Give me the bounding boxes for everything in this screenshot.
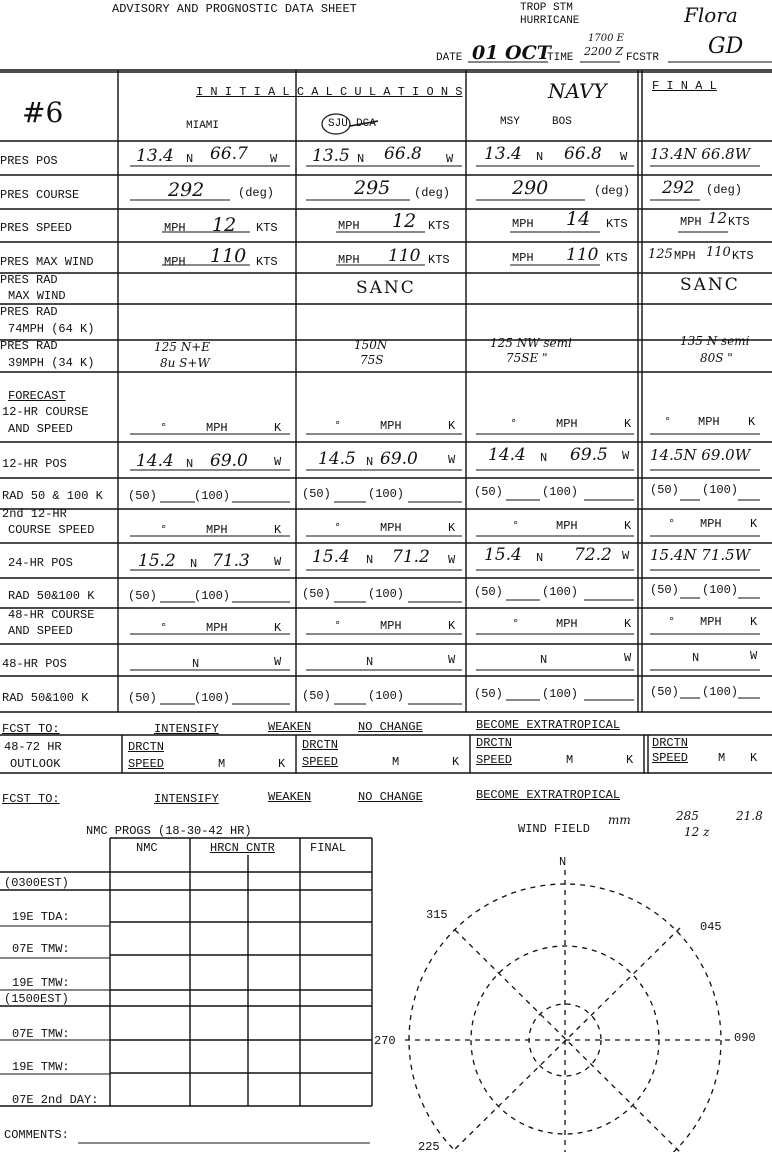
wind-field-note-218: 21.8 [736, 809, 763, 823]
pos-msy-lat[interactable]: 13.4 [484, 144, 522, 164]
w-unit: W [446, 152, 454, 166]
row-label-and-speed: AND SPEED [8, 422, 73, 436]
w-unit: W [274, 655, 282, 669]
mph-unit: MPH [680, 215, 702, 229]
course-msy[interactable]: 290 [512, 177, 549, 199]
k-unit: K [452, 755, 460, 769]
pos-miami-lat[interactable]: 13.4 [136, 146, 174, 166]
speed-label: SPEED [476, 753, 513, 767]
time-label: TIME [547, 52, 574, 64]
mph-unit: MPH [700, 615, 722, 629]
p24-sju-lon[interactable]: 71.2 [392, 547, 430, 567]
w-unit: W [448, 553, 456, 567]
deg-symbol: ° [664, 415, 672, 429]
deg-symbol: ° [334, 419, 342, 433]
mph-unit: MPH [206, 523, 228, 537]
intensify-option[interactable]: INTENSIFY [154, 722, 219, 736]
k-unit: K [748, 415, 756, 429]
col-dca: DCA [356, 118, 376, 130]
rad39-final-1[interactable]: 135 N semi [680, 334, 750, 348]
mph-unit: MPH [556, 417, 578, 431]
date-value[interactable]: 01 OCT [472, 42, 551, 64]
mph-unit: MPH [556, 617, 578, 631]
wind-msy[interactable]: 110 [566, 245, 599, 265]
row-label-rad-50-100-b: RAD 50&100 K [8, 589, 95, 603]
row-label-pres-rad-74: PRES RAD [0, 305, 58, 319]
compass-090-label: 090 [734, 1031, 756, 1045]
row-label-pres-course: PRES COURSE [0, 188, 80, 202]
row-label-forecast: FORECAST [8, 389, 66, 403]
w-unit: W [750, 649, 758, 663]
rad39-sju-1[interactable]: 150N [354, 338, 388, 352]
k-unit: K [448, 619, 456, 633]
wind-miami[interactable]: 110 [210, 245, 247, 267]
r50: (50) [474, 485, 503, 499]
rad39-msy-1[interactable]: 125 NW semi [490, 336, 572, 350]
p12-final[interactable]: 14.5N 69.0W [650, 446, 751, 464]
n-unit: N [366, 553, 374, 567]
mph-unit: MPH [512, 251, 534, 265]
trop-stm-label: TROP STM [520, 2, 573, 14]
speed-miami[interactable]: 12 [212, 214, 237, 236]
row-label-pres-speed: PRES SPEED [0, 221, 73, 235]
fcst-to-label: FCST TO: [2, 722, 60, 736]
time-value-bottom[interactable]: 2200 Z [584, 45, 624, 58]
w-unit: W [624, 651, 632, 665]
p24-miami-lon[interactable]: 71.3 [212, 551, 250, 571]
w-unit: W [274, 555, 282, 569]
pos-final[interactable]: 13.4N 66.8W [650, 145, 751, 163]
n-unit: N [540, 451, 548, 465]
weaken-option-2[interactable]: WEAKEN [268, 790, 312, 804]
row-19e-tmw: 19E TMW: [12, 976, 70, 990]
p24-sju-lat[interactable]: 15.4 [312, 547, 350, 567]
kts-unit: KTS [606, 251, 628, 265]
row-label-pres-max-wind: PRES MAX WIND [0, 255, 94, 269]
w-unit: W [620, 150, 628, 164]
n-unit: N [366, 655, 374, 669]
nmc-progs-title: NMC PROGS (18-30-42 HR) [86, 824, 252, 838]
pos-sju-lon[interactable]: 66.8 [384, 144, 422, 164]
nmc-col-hrcn-cntr: HRCN CNTR [210, 841, 275, 855]
deg-unit: (deg) [238, 186, 275, 200]
deg-symbol: ° [512, 617, 520, 631]
sheet-number: #6 [22, 96, 64, 129]
mph-unit: MPH [206, 621, 228, 635]
mph-unit: MPH [206, 421, 228, 435]
row-label-48hr-course: 48-HR COURSE [8, 608, 95, 622]
row-07e-tmw: 07E TMW: [12, 942, 70, 956]
time-value-top[interactable]: 1700 E [588, 33, 624, 44]
r100: (100) [194, 691, 231, 705]
drctn-label: DRCTN [476, 736, 513, 750]
speed-label: SPEED [128, 757, 165, 771]
nmc-col-nmc: NMC [136, 841, 158, 855]
drctn-label: DRCTN [128, 740, 165, 754]
outlook-label-2: OUTLOOK [10, 757, 61, 771]
n-unit: N [186, 457, 194, 471]
k-unit: K [274, 621, 282, 635]
w-unit: W [448, 653, 456, 667]
initial-calculations-heading: I N I T I A L C A L C U L A T I O N S [196, 85, 463, 99]
rad39-miami-1[interactable]: 125 N+E [154, 340, 211, 354]
r100: (100) [368, 487, 405, 501]
wind-sju[interactable]: 110 [388, 246, 421, 266]
r100: (100) [702, 685, 739, 699]
p12-msy-lat[interactable]: 14.4 [488, 445, 526, 465]
k-unit: K [274, 421, 282, 435]
n-unit: N [540, 653, 548, 667]
fcstr-value[interactable]: GD [708, 34, 744, 59]
mph-unit: MPH [700, 517, 722, 531]
wind-field-chart [405, 870, 730, 1152]
est-1500-label: (1500EST) [4, 992, 69, 1006]
kts-unit: KTS [728, 215, 750, 229]
row-label-12hr-pos: 12-HR POS [2, 457, 67, 471]
deg-symbol: ° [160, 621, 168, 635]
p12-sju-lat[interactable]: 14.5 [318, 449, 356, 469]
n-unit: N [536, 551, 544, 565]
outlook-label-1: 48-72 HR [4, 740, 62, 754]
mph-unit: MPH [338, 219, 360, 233]
deg-symbol: ° [160, 523, 168, 537]
p24-final[interactable]: 15.4N 71.5W [650, 546, 751, 564]
pos-miami-lon[interactable]: 66.7 [210, 144, 248, 164]
col-bos: BOS [552, 116, 572, 128]
storm-name[interactable]: Flora [684, 3, 738, 27]
row-label-24hr-pos: 24-HR POS [8, 556, 73, 570]
row-07e-tmw-b: 07E TMW: [12, 1027, 70, 1041]
w-unit: W [270, 152, 278, 166]
r100: (100) [702, 583, 739, 597]
k-unit: K [626, 753, 634, 767]
deg-symbol: ° [668, 615, 676, 629]
w-unit: W [622, 549, 630, 563]
k-unit: K [750, 615, 758, 629]
compass-270-label: 270 [374, 1034, 396, 1048]
compass-225-label: 225 [418, 1140, 440, 1154]
row-07e-2nd-day: 07E 2nd DAY: [12, 1093, 99, 1107]
row-label-pres-rad-39: PRES RAD [0, 339, 58, 353]
deg-unit: (deg) [414, 186, 451, 200]
kts-unit: KTS [256, 221, 278, 235]
r100: (100) [194, 589, 231, 603]
fcst-to-label-2: FCST TO: [2, 792, 60, 806]
row-label-course-speed: COURSE SPEED [8, 523, 95, 537]
mph-unit: MPH [674, 249, 696, 263]
n-unit: N [692, 651, 700, 665]
speed-label: SPEED [302, 755, 339, 769]
compass-315-label: 315 [426, 908, 448, 922]
k-unit: K [624, 417, 632, 431]
speed-final[interactable]: 12 [708, 209, 728, 227]
n-unit: N [192, 657, 200, 671]
wind-field-note-mm: mm [608, 813, 631, 827]
p12-miami-lon[interactable]: 69.0 [210, 451, 248, 471]
col-sju: SJU [328, 118, 348, 130]
k-unit: K [274, 523, 282, 537]
radmax-final[interactable]: SANC [680, 275, 740, 295]
deg-symbol: ° [668, 517, 676, 531]
p12-sju-lon[interactable]: 69.0 [380, 449, 418, 469]
r100: (100) [702, 483, 739, 497]
speed-sju[interactable]: 12 [392, 210, 417, 232]
p12-msy-lon[interactable]: 69.5 [570, 445, 608, 465]
row-label-12hr-course: 12-HR COURSE [2, 405, 89, 419]
n-unit: N [190, 557, 198, 571]
deg-unit: (deg) [594, 184, 631, 198]
radmax-sju[interactable]: SANC [356, 278, 416, 298]
pos-sju-lat[interactable]: 13.5 [312, 146, 350, 166]
date-label: DATE [436, 52, 463, 64]
mph-unit: MPH [164, 255, 186, 269]
r100: (100) [194, 489, 231, 503]
navy-annotation: NAVY [548, 79, 607, 103]
m-unit: M [218, 757, 226, 771]
r50: (50) [474, 687, 503, 701]
no-change-option-2[interactable]: NO CHANGE [358, 790, 423, 804]
n-unit: N [357, 152, 365, 166]
n-unit: N [186, 152, 194, 166]
col-msy: MSY [500, 116, 520, 128]
k-unit: K [278, 757, 286, 771]
col-miami: MIAMI [186, 120, 220, 132]
row-label-48hr-pos: 48-HR POS [2, 657, 67, 671]
r100: (100) [542, 585, 579, 599]
w-unit: W [448, 453, 456, 467]
row-label-rad-50-100-c: RAD 50&100 K [2, 691, 89, 705]
p24-msy-lat[interactable]: 15.4 [484, 545, 522, 565]
wind-final-mph[interactable]: 125 [648, 247, 673, 262]
r50: (50) [302, 689, 331, 703]
wind-final-kts[interactable]: 110 [706, 245, 731, 260]
course-sju[interactable]: 295 [354, 177, 391, 199]
k-unit: K [750, 517, 758, 531]
r50: (50) [302, 487, 331, 501]
row-19e-tmw-b: 19E TMW: [12, 1060, 70, 1074]
course-miami[interactable]: 292 [168, 179, 205, 201]
mph-unit: MPH [338, 253, 360, 267]
compass-n-label: N [559, 855, 567, 869]
r50: (50) [128, 589, 157, 603]
k-unit: K [750, 751, 758, 765]
k-unit: K [624, 519, 632, 533]
r50: (50) [128, 691, 157, 705]
r50: (50) [302, 587, 331, 601]
mph-unit: MPH [698, 415, 720, 429]
k-unit: K [448, 419, 456, 433]
row-label-and-speed-b: AND SPEED [8, 624, 73, 638]
m-unit: M [718, 751, 726, 765]
speed-msy[interactable]: 14 [566, 208, 591, 230]
rad39-miami-2[interactable]: 8u S+W [160, 356, 210, 370]
deg-symbol: ° [512, 519, 520, 533]
rad39-final-2[interactable]: 80S " [700, 351, 733, 365]
wind-field-note-285: 285 [676, 809, 699, 823]
r100: (100) [368, 689, 405, 703]
drctn-label: DRCTN [302, 738, 339, 752]
r100: (100) [542, 485, 579, 499]
n-unit: N [536, 150, 544, 164]
pos-msy-lon[interactable]: 66.8 [564, 144, 602, 164]
mph-unit: MPH [380, 521, 402, 535]
course-final[interactable]: 292 [662, 178, 695, 198]
r50: (50) [650, 685, 679, 699]
drctn-label: DRCTN [652, 736, 689, 750]
deg-symbol: ° [334, 619, 342, 633]
deg-unit: (deg) [706, 183, 743, 197]
extratropical-option-2[interactable]: BECOME EXTRATROPICAL [476, 788, 621, 802]
kts-unit: KTS [606, 217, 628, 231]
no-change-option[interactable]: NO CHANGE [358, 720, 423, 734]
kts-unit: KTS [428, 219, 450, 233]
mph-unit: MPH [164, 221, 186, 235]
wind-field-title: WIND FIELD [518, 822, 591, 836]
row-19e-tda: 19E TDA: [12, 910, 70, 924]
r100: (100) [542, 687, 579, 701]
nmc-col-final: FINAL [310, 841, 347, 855]
w-unit: W [622, 449, 630, 463]
weaken-option[interactable]: WEAKEN [268, 720, 312, 734]
mph-unit: MPH [380, 619, 402, 633]
k-unit: K [448, 521, 456, 535]
kts-unit: KTS [256, 255, 278, 269]
deg-symbol: ° [510, 417, 518, 431]
row-label-pres-rad-max: PRES RAD [0, 273, 58, 287]
fcstr-label: FCSTR [626, 52, 660, 64]
deg-symbol: ° [334, 521, 342, 535]
intensify-option-2[interactable]: INTENSIFY [154, 792, 219, 806]
m-unit: M [566, 753, 574, 767]
p12-miami-lat[interactable]: 14.4 [136, 451, 174, 471]
mph-unit: MPH [380, 419, 402, 433]
deg-symbol: ° [160, 421, 168, 435]
comments-label: COMMENTS: [4, 1128, 69, 1142]
row-label-39mph: 39MPH (34 K) [8, 356, 95, 370]
r100: (100) [368, 587, 405, 601]
row-label-rad-50-100: RAD 50 & 100 K [2, 489, 103, 503]
rad39-msy-2[interactable]: 75SE " [506, 351, 548, 365]
row-label-pres-pos: PRES POS [0, 154, 58, 168]
n-unit: N [366, 455, 374, 469]
k-unit: K [624, 617, 632, 631]
hurricane-label: HURRICANE [520, 15, 580, 27]
row-label-2nd-12hr: 2nd 12-HR [2, 507, 67, 521]
compass-045-label: 045 [700, 920, 722, 934]
p24-miami-lat[interactable]: 15.2 [138, 551, 176, 571]
rad39-sju-2[interactable]: 75S [360, 353, 384, 367]
m-unit: M [392, 755, 400, 769]
sheet-title: ADVISORY AND PROGNOSTIC DATA SHEET [112, 2, 357, 16]
kts-unit: KTS [428, 253, 450, 267]
mph-unit: MPH [556, 519, 578, 533]
extratropical-option[interactable]: BECOME EXTRATROPICAL [476, 718, 621, 732]
speed-label: SPEED [652, 751, 689, 765]
wind-field-note-12z: 12 z [684, 825, 710, 839]
final-heading: F I N A L [652, 79, 717, 93]
row-label-74mph: 74MPH (64 K) [8, 322, 95, 336]
r50: (50) [650, 483, 679, 497]
w-unit: W [274, 455, 282, 469]
r50: (50) [128, 489, 157, 503]
mph-unit: MPH [512, 217, 534, 231]
est-0300-label: (0300EST) [4, 876, 69, 890]
row-label-max-wind: MAX WIND [8, 289, 66, 303]
r50: (50) [474, 585, 503, 599]
p24-msy-lon[interactable]: 72.2 [574, 545, 612, 565]
r50: (50) [650, 583, 679, 597]
kts-unit: KTS [732, 249, 754, 263]
